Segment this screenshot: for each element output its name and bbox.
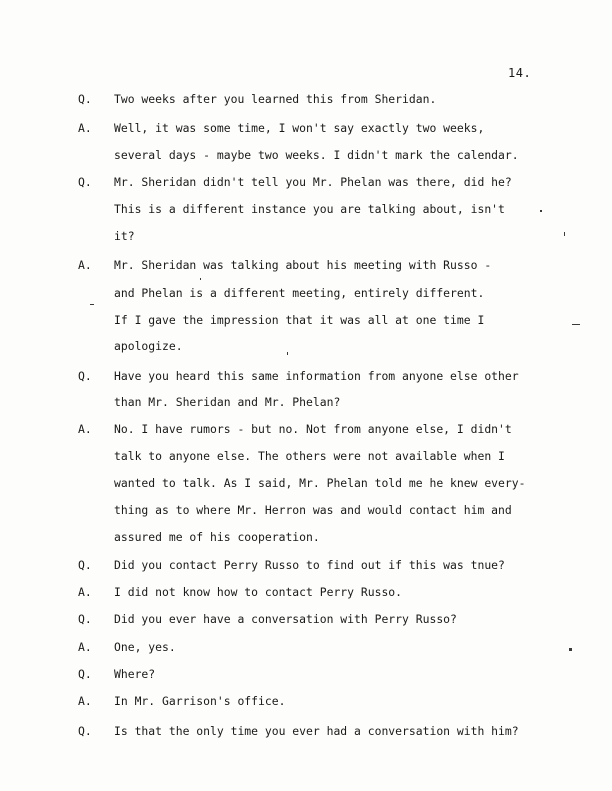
transcript-line: In Mr. Garrison's office. [114,694,286,708]
scan-speck [200,278,201,280]
transcript-line: Did you contact Perry Russo to find out if this was tnue? [114,558,505,572]
transcript-line: and Phelan is a different meeting, entirely different. [114,286,485,300]
transcript-line: talk to anyone else. The others were not available when I [114,449,505,463]
transcript-line: If I gave the impression that it was all at one time I [114,313,485,327]
transcript-line: I did not know how to contact Perry Russo. [114,585,403,599]
transcript-line: Two weeks after you learned this from Sheridan. [114,92,437,106]
transcript-line: apologize. [114,339,183,353]
speaker-label: Q. [78,724,92,738]
speaker-label: Q. [78,92,92,106]
transcript-line: it? [114,229,135,243]
speaker-label: Q. [78,558,92,572]
transcript-line: Did you ever have a conversation with Perry Russo? [114,612,457,626]
scan-speck [564,232,565,236]
transcript-line: assured me of his cooperation. [114,530,320,544]
speaker-label: A. [78,694,92,708]
scan-speck [569,648,572,651]
scan-speck [90,304,94,305]
transcript-line: wanted to talk. As I said, Mr. Phelan told me he knew every- [114,476,526,490]
transcript-line: Well, it was some time, I won't say exactly two weeks, [114,121,485,135]
transcript-line: Is that the only time you ever had a conversation with him? [114,724,519,738]
speaker-label: A. [78,585,92,599]
transcript-line: several days - maybe two weeks. I didn't mark the calendar. [114,148,519,162]
speaker-label: Q. [78,667,92,681]
transcript-line: Where? [114,667,156,681]
transcript-line: One, yes. [114,640,176,654]
speaker-label: Q. [78,175,92,189]
page-number: 14. [508,66,532,80]
scan-speck [540,210,542,212]
transcript-line: This is a different instance you are talking about, isn't [114,202,505,216]
transcript-line: thing as to where Mr. Herron was and would contact him and [114,503,512,517]
transcript-line: Mr. Sheridan was talking about his meeting with Russo - [114,258,492,272]
speaker-label: A. [78,640,92,654]
speaker-label: A. [78,121,92,135]
transcript-line: Mr. Sheridan didn't tell you Mr. Phelan was there, did he? [114,175,512,189]
transcript-line: than Mr. Sheridan and Mr. Phelan? [114,395,341,409]
transcript-line: Have you heard this same information from anyone else other [114,369,519,383]
speaker-label: Q. [78,612,92,626]
transcript-line: No. I have rumors - but no. Not from anyone else, I didn't [114,422,512,436]
scan-speck [572,324,580,325]
scan-speck [287,352,288,355]
speaker-label: Q. [78,369,92,383]
speaker-label: A. [78,422,92,436]
speaker-label: A. [78,258,92,272]
